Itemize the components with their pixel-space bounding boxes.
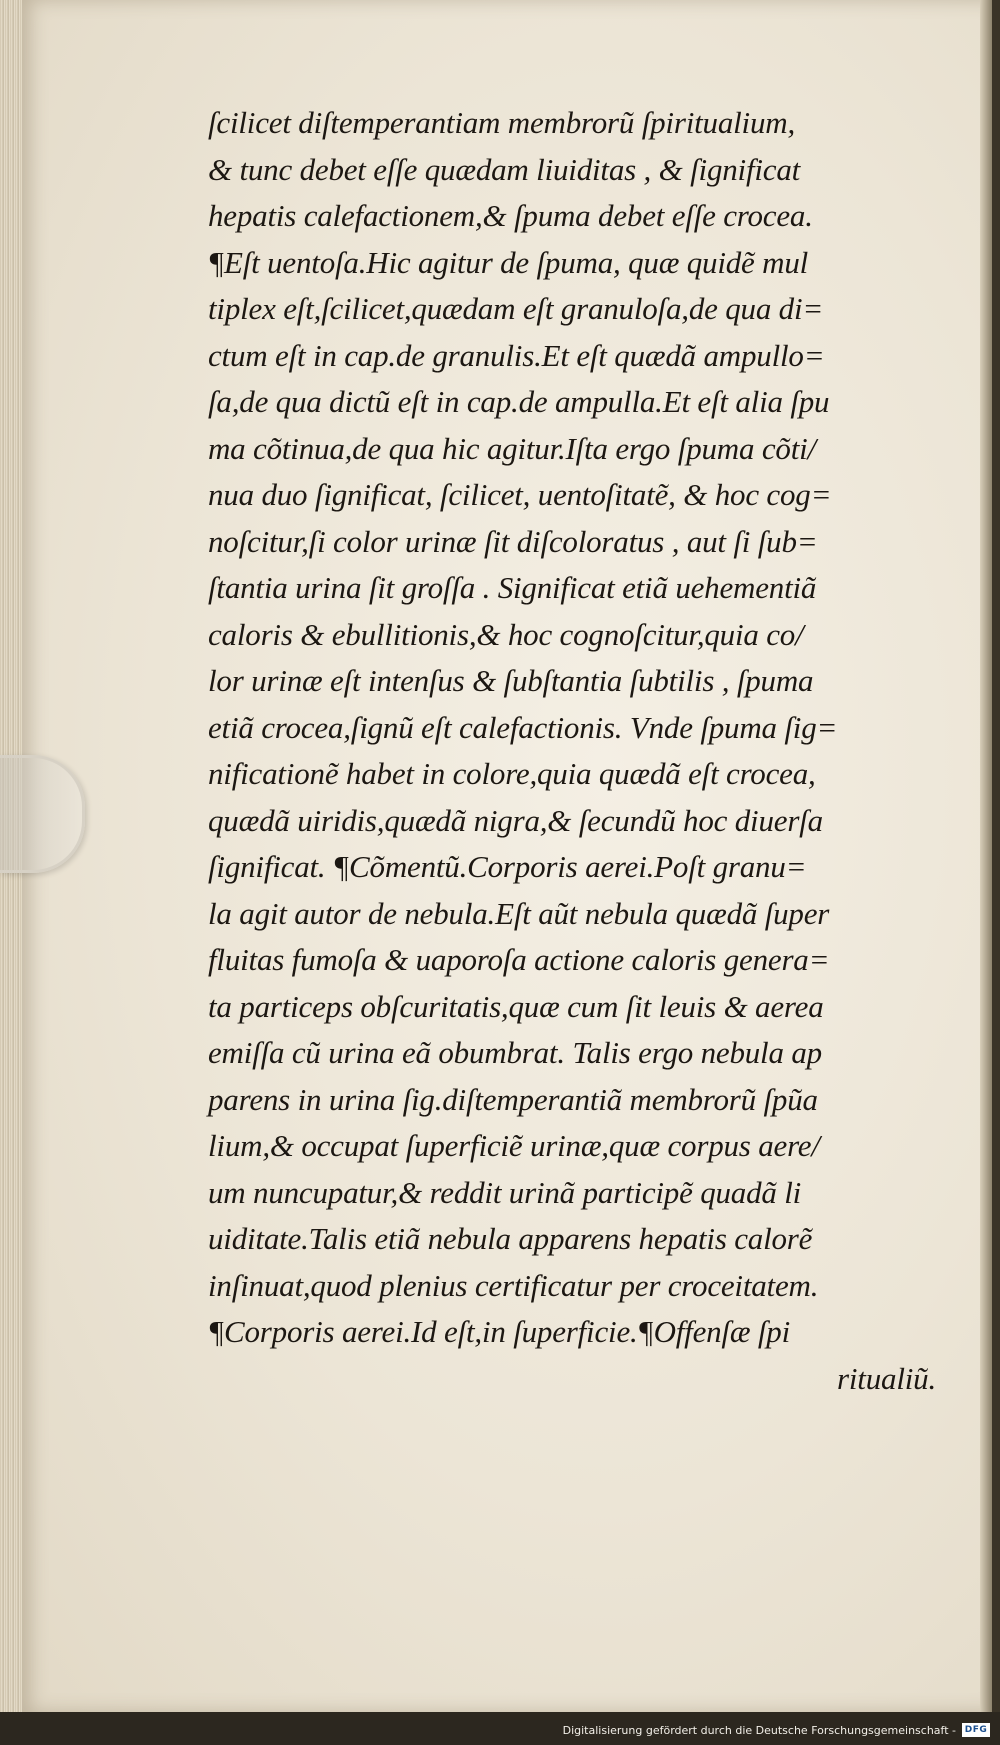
text-line: ¶Corporis aerei.Id eſt,in ſuperficie.¶Offenſæ ſpi [208,1314,791,1349]
text-line: ſa,de qua dictũ eſt in cap.de ampulla.Et eſt alia ſpu [208,384,830,419]
text-line: caloris & ebullitionis,& hoc cognoſcitur,quia co/ [208,616,804,652]
text-line: ¶Eſt uentoſa.Hic agitur de ſpuma, quæ quidẽ mul [208,244,809,280]
text-line: ſcilicet diſtemperantiam membrorũ ſpiritualium, [208,105,796,140]
text-line-final: ritualiũ. [837,1360,936,1396]
text-line: fluitas fumoſa & uaporoſa actione caloris genera= [208,942,830,977]
text-line: ta particeps obſcuritatis,quæ cum ſit leuis & aerea [208,988,824,1024]
text-line: inſinuat,quod plenius certificatur per croceitatem. [208,1267,819,1303]
text-line: ſtantia urina ſit groſſa . Significat etiã uehementiã [208,570,817,605]
text-line: parens in urina ſig.diſtemperantiã membrorũ ſpũa [208,1081,818,1117]
dfg-logo: DFG [962,1723,990,1737]
text-line: lor urinæ eſt intenſus & ſubſtantia ſubtilis , ſpuma [208,663,814,698]
text-line: la agit autor de nebula.Eſt aũt nebula quædã ſuper [208,895,830,931]
text-line: um nuncupatur,& reddit urinã participẽ quadã li [208,1174,802,1210]
text-line: ma cõtinua,de qua hic agitur.Iſta ergo ſpuma cõti/ [208,430,816,466]
text-line: ſignificat. ¶Cõmentũ.Corporis aerei.Poſt granu= [208,849,807,884]
text-line: quædã uiridis,quædã nigra,& ſecundũ hoc diuerſa [208,802,823,838]
text-line: emiſſa cũ urina eã obumbrat. Talis ergo nebula ap [208,1035,822,1070]
digitization-credit: Digitalisierung gefördert durch die Deutsche Forschungsgemeinschaft - [562,1724,956,1737]
text-line: ctum eſt in cap.de granulis.Et eſt quædã ampullo= [208,337,825,373]
text-line: noſcitur,ſi color urinæ ſit diſcoloratus , aut ſi ſub= [208,523,818,559]
text-line: nua duo ſignificat, ſcilicet, uentoſitatẽ, & hoc cog= [208,477,832,512]
text-line: hepatis calefactionem,& ſpuma debet eſſe crocea. [208,198,813,233]
text-line: etiã crocea,ſignũ eſt calefactionis. Vnde ſpuma ſig= [208,709,838,745]
text-block [208,100,938,1402]
text-line: tiplex eſt,ſcilicet,quædam eſt granuloſa,de qua di= [208,291,824,326]
text-line: uiditate.Talis etiã nebula apparens hepatis calorẽ [208,1221,813,1256]
text-line: & tunc debet eſſe quædam liuiditas , & ſignificat [208,151,801,187]
text-line: lium,& occupat ſuperficiẽ urinæ,quæ corpus aere/ [208,1128,820,1163]
text-line: nificationẽ habet in colore,quia quædã eſt crocea, [208,756,816,791]
page-right-edge [980,0,992,1712]
